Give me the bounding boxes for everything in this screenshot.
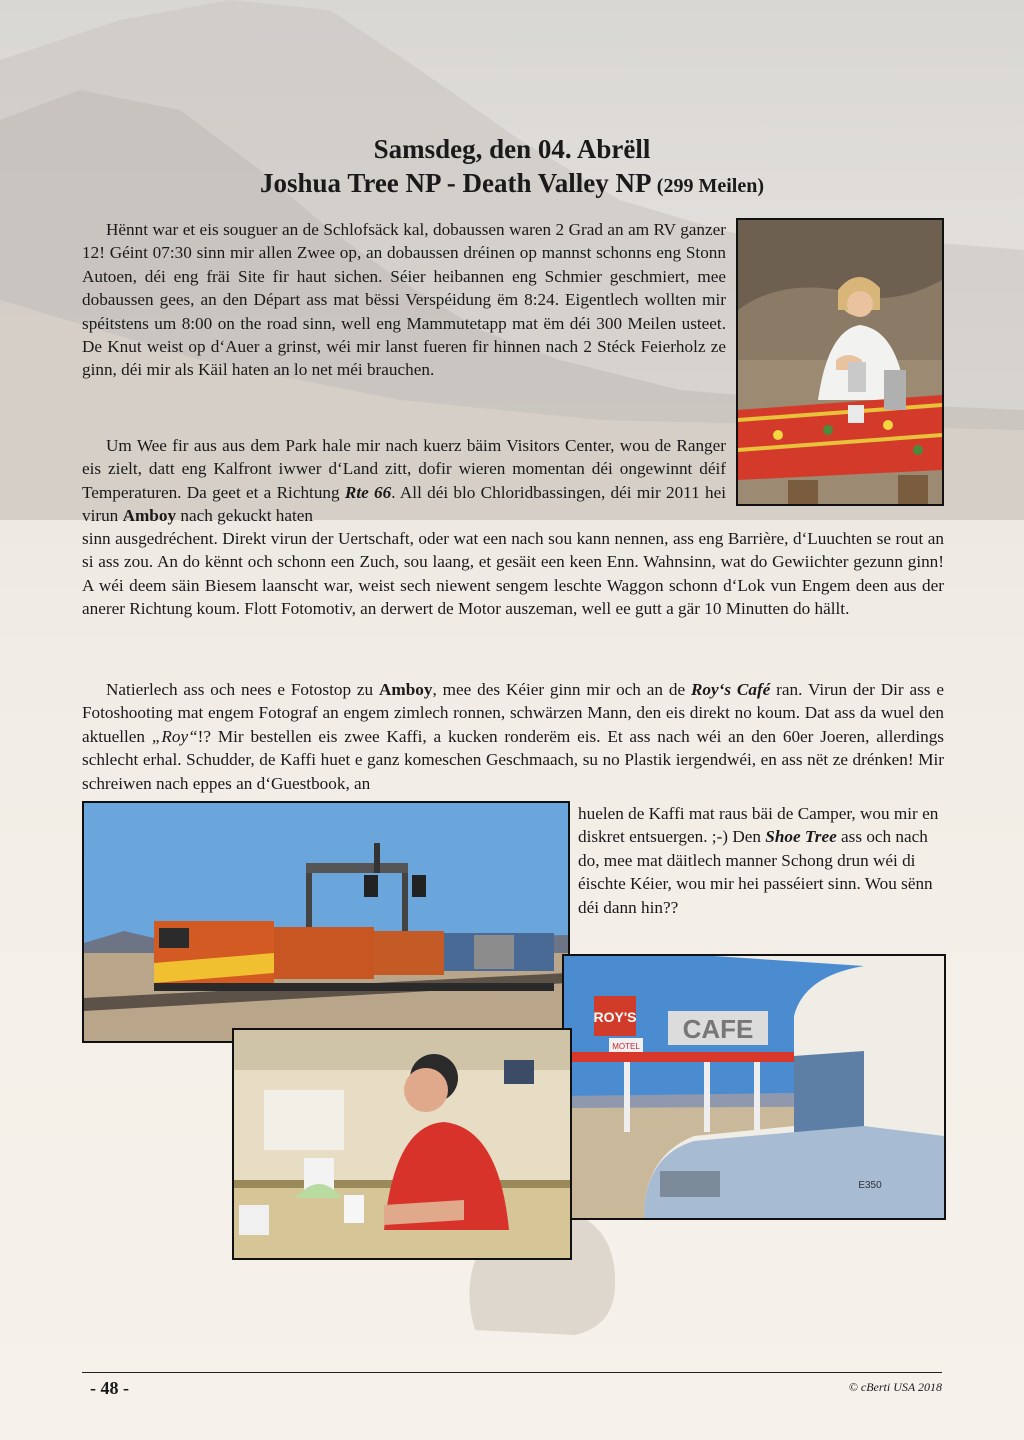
copyright: © cBerti USA 2018 <box>848 1380 942 1394</box>
title-route-text: Joshua Tree NP - Death Valley NP <box>260 168 651 198</box>
footer-divider <box>82 1372 942 1373</box>
p3-roy: „Roy“ <box>151 726 198 746</box>
p3b-a: huelen de Kaffi mat raus bäi de Camper, wou mir en diskret entsuergen. ;-) Den <box>578 804 939 847</box>
p3b-b: ass och nach do, mee mat däitlech manner Schong drun wéi di éischte Kéier, wou mir hei passéiert sinn. Wou sënn déi dann hin?? <box>578 827 933 917</box>
p3-amboy: Amboy <box>379 680 433 699</box>
p2a-mid: . All déi blo Chloridbassingen, déi mir 2011 hei virun <box>82 482 726 526</box>
p3-d: !? Mir bestellen eis zwee Kaffi, a kucken ronderëm eis. Et ass nach wéi an den 60er Joeren, allerdings schlecht erhal. Schudder, de Kaffi huet e ganz komeschen Geschmaach, su no Plastik iergendwéi, en ass nët ze drénken! Mir schreiwen nach eppes an d‘Guestbook, an <box>82 726 944 793</box>
photo-cafe-interior <box>232 1028 572 1260</box>
p2a-text: Um Wee fir aus aus dem Park hale mir nach kuerz bäim Visitors Center, wou de Ranger eis zielt, datt eng Kalfront iwwer d‘Land zitt, dofir wieren momentan déi ongewinnt déif Temperaturen. Da geet et a Richtung <box>82 436 726 502</box>
paragraph-1: Hënnt war et eis souguer an de Schlofsäck kal, dobaussen waren 2 Grad an am RV ganzer 12! Géint 07:30 sinn mir allen Zwee op, an dobaussen dréinen op mannst schonns eng Stonn Autoen, déi eng fräi Site fir haut sichen. Séier heibannen eng Schmier geschmiert, mee dobaussen gees, an den Départ ass mat bëssi Verspéidung ëm 8:24. Eigentlech wollten mir spéitstens um 8:00 on the road sinn, well eng Mammutetapp mat ëm déi 300 Meilen usteet. De Knut weist op d‘Auer a grinst, wéi mir lanst fueren fir hinnen nach 2 Stéck Feierholz ze ginn, déi mir als Käil haten an lo net méi brauchen. <box>82 220 726 380</box>
rte66-text: Rte 66 <box>344 482 392 502</box>
motel-sign-text: MOTEL <box>612 1042 640 1051</box>
paragraph-2a <box>82 434 726 528</box>
p3-roys-cafe: Roy‘s Café <box>690 680 771 699</box>
page-number: - 48 - <box>90 1378 129 1398</box>
roys-sign-text: ROY'S <box>593 1009 637 1025</box>
title-route <box>0 166 1024 203</box>
photo-woman-picnic <box>736 218 944 506</box>
van-badge-text: E350 <box>858 1180 882 1191</box>
title-date: Samsdeg, den 04. Abrëll <box>373 134 651 164</box>
p3-a: Natierlech ass och nees e Fotostop zu <box>106 680 379 699</box>
page-title <box>0 132 1024 203</box>
cafe-sign-text: CAFE <box>682 1014 754 1044</box>
shoe-tree-text: Shoe Tree <box>765 827 837 847</box>
paragraph-3b <box>578 802 944 919</box>
photo-roys-cafe <box>562 954 946 1220</box>
paragraph-3 <box>82 678 944 795</box>
paragraph-2b: sinn ausgedréchent. Direkt virun der Uertschaft, oder wat een nach sou kann nennen, ass eng Barrière, d‘Luuchten se rout an si ass zou. An do kënnt och schonn een Zuch, sou laang, et gesäit een keen Enn. Wahnsinn, wat do Gewiichter gezunn ginn! A wéi deem säin Biesem laanscht war, weist sech niewent sengem leschte Waggon schonn d‘Lok vun Engem deen aus der anerer Richtung koum. Flott Fotomotiv, an derwert de Motor auszeman, well ee gutt a gär 10 Minutten do hällt. <box>82 529 944 619</box>
photo-train <box>82 801 570 1043</box>
title-miles: (299 Meilen) <box>656 175 764 197</box>
amboy-text: Amboy <box>122 506 177 526</box>
p3-b: , mee des Kéier ginn mir och an de <box>432 680 691 699</box>
p3-c: ran. Virun der Dir ass e Fotoshooting mat engem Fotograf an engem zimlech ronnen, schwärzen Mann, den eis direkt no koum. Dat ass da wuel den aktuellen <box>82 680 944 746</box>
p2a-post: nach gekuckt haten <box>176 506 314 526</box>
